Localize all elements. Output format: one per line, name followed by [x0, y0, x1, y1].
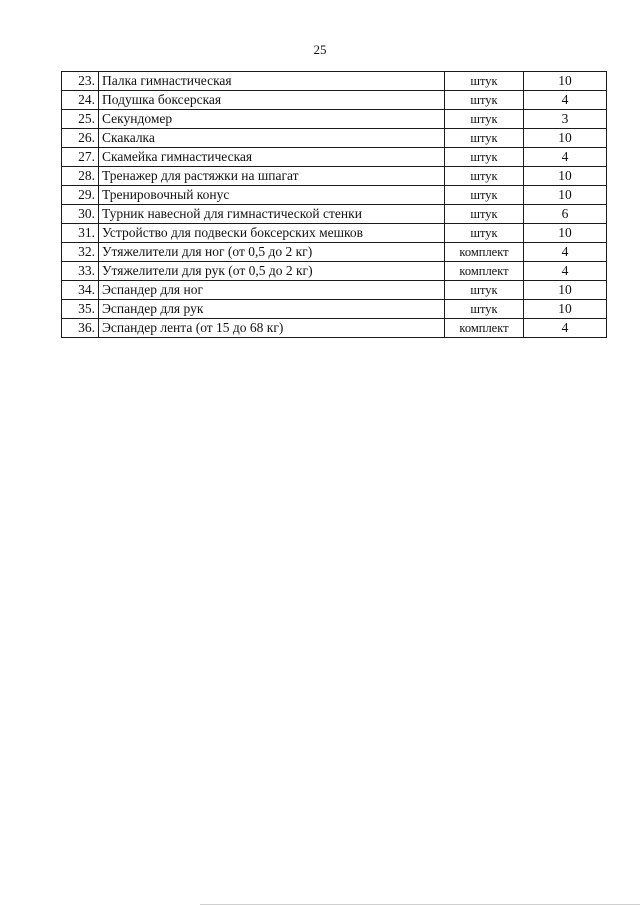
item-name: Палка гимнастическая: [99, 72, 445, 91]
row-number: 27.: [62, 148, 99, 167]
item-unit: штук: [445, 281, 524, 300]
item-quantity: 10: [524, 281, 607, 300]
table-row: [62, 205, 607, 224]
item-name: Утяжелители для рук (от 0,5 до 2 кг): [99, 262, 445, 281]
table-row: [62, 319, 607, 338]
table-row: [62, 148, 607, 167]
table-row: [62, 110, 607, 129]
item-name: Тренажер для растяжки на шпагат: [99, 167, 445, 186]
item-quantity: 4: [524, 262, 607, 281]
item-quantity: 10: [524, 72, 607, 91]
page-number: 25: [313, 42, 327, 57]
equipment-table-body: [62, 72, 607, 338]
item-unit: штук: [445, 224, 524, 243]
item-unit: комплект: [445, 243, 524, 262]
table-row: [62, 72, 607, 91]
item-quantity: 10: [524, 186, 607, 205]
row-number: 28.: [62, 167, 99, 186]
row-number: 33.: [62, 262, 99, 281]
item-unit: штук: [445, 186, 524, 205]
item-name: Подушка боксерская: [99, 91, 445, 110]
item-name: Секундомер: [99, 110, 445, 129]
item-unit: штук: [445, 72, 524, 91]
item-name: Скакалка: [99, 129, 445, 148]
item-unit: штук: [445, 148, 524, 167]
item-unit: комплект: [445, 319, 524, 338]
item-name: Турник навесной для гимнастической стенки: [99, 205, 445, 224]
row-number: 23.: [62, 72, 99, 91]
item-unit: штук: [445, 91, 524, 110]
row-number: 36.: [62, 319, 99, 338]
item-unit: штук: [445, 110, 524, 129]
item-unit: штук: [445, 167, 524, 186]
item-name: Тренировочный конус: [99, 186, 445, 205]
table-row: [62, 300, 607, 319]
item-unit: штук: [445, 129, 524, 148]
table-row: [62, 262, 607, 281]
item-quantity: 10: [524, 129, 607, 148]
item-quantity: 4: [524, 91, 607, 110]
table-row: [62, 243, 607, 262]
row-number: 32.: [62, 243, 99, 262]
item-name: Эспандер для ног: [99, 281, 445, 300]
equipment-table: [61, 71, 607, 338]
item-quantity: 4: [524, 243, 607, 262]
item-quantity: 10: [524, 224, 607, 243]
item-name: Утяжелители для ног (от 0,5 до 2 кг): [99, 243, 445, 262]
item-quantity: 6: [524, 205, 607, 224]
item-name: Эспандер лента (от 15 до 68 кг): [99, 319, 445, 338]
item-name: Эспандер для рук: [99, 300, 445, 319]
row-number: 30.: [62, 205, 99, 224]
table-row: [62, 281, 607, 300]
table-row: [62, 186, 607, 205]
row-number: 35.: [62, 300, 99, 319]
item-quantity: 4: [524, 319, 607, 338]
item-quantity: 4: [524, 148, 607, 167]
item-name: Устройство для подвески боксерских мешков: [99, 224, 445, 243]
item-quantity: 3: [524, 110, 607, 129]
table-row: [62, 224, 607, 243]
table-row: [62, 91, 607, 110]
row-number: 29.: [62, 186, 99, 205]
item-quantity: 10: [524, 167, 607, 186]
item-unit: комплект: [445, 262, 524, 281]
table-row: [62, 167, 607, 186]
row-number: 25.: [62, 110, 99, 129]
item-quantity: 10: [524, 300, 607, 319]
row-number: 24.: [62, 91, 99, 110]
row-number: 31.: [62, 224, 99, 243]
item-unit: штук: [445, 300, 524, 319]
item-unit: штук: [445, 205, 524, 224]
row-number: 34.: [62, 281, 99, 300]
item-name: Скамейка гимнастическая: [99, 148, 445, 167]
table-row: [62, 129, 607, 148]
row-number: 26.: [62, 129, 99, 148]
